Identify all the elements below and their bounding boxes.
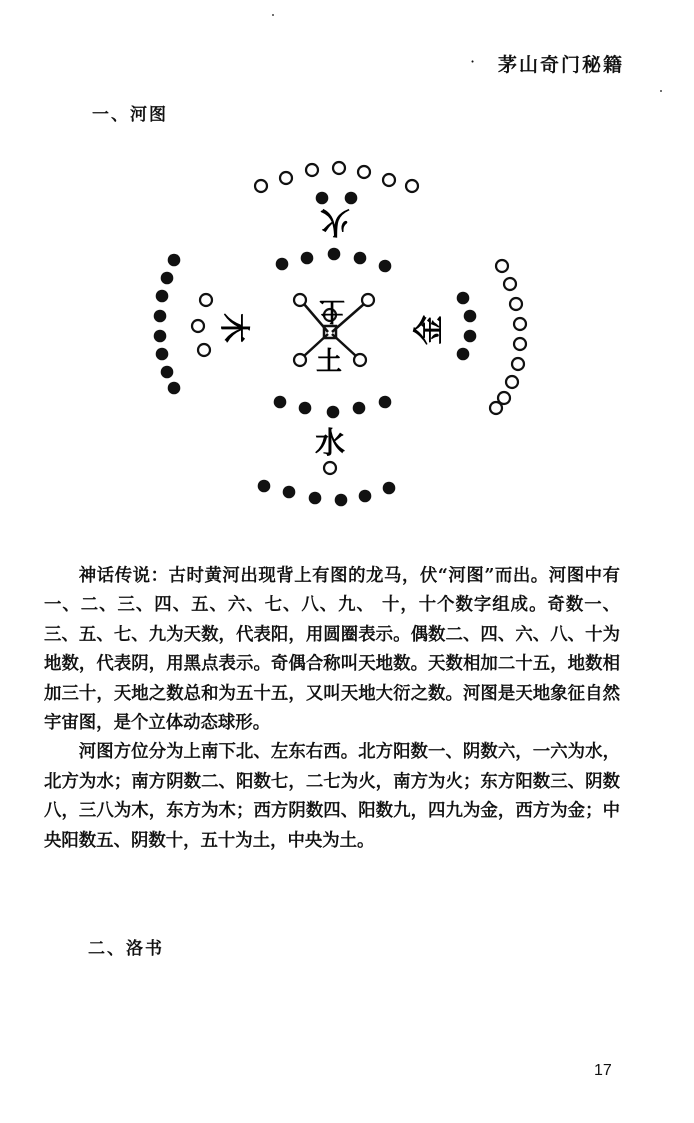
yang-circle xyxy=(506,376,518,388)
scan-speck xyxy=(660,90,662,92)
yin-dot xyxy=(168,254,181,267)
yin-dot xyxy=(156,348,169,361)
yin-dot xyxy=(316,192,329,205)
yang-circle xyxy=(496,260,508,272)
yang-circle xyxy=(512,358,524,370)
earth-label-bottom: 土 xyxy=(315,347,343,377)
yang-circle xyxy=(324,462,336,474)
yin-dot xyxy=(309,492,322,505)
yin-dot xyxy=(379,260,392,273)
yin-dot xyxy=(156,290,169,303)
yin-dot xyxy=(353,402,366,415)
yin-dot xyxy=(335,494,348,507)
water-label: 水 xyxy=(315,426,345,461)
yang-circle xyxy=(306,164,318,176)
yin-dot xyxy=(301,252,314,265)
body-text xyxy=(44,562,620,856)
yang-circle xyxy=(510,298,522,310)
yin-dot xyxy=(457,292,470,305)
yin-dot xyxy=(283,486,296,499)
yin-dot xyxy=(161,272,174,285)
earth-label-top: 土 xyxy=(318,295,346,325)
yang-circle xyxy=(406,180,418,192)
yin-dot xyxy=(464,310,477,323)
paragraph-legend: 神话传说：古时黄河出现背上有图的龙马，伏“河图”而出。河图中有一、二、三、四、五、六、七、八、九、 十，十个数字组成。奇数一、三、五、七、九为天数，代表阳，用圆圈表示。偶数二、四、六、八、十为地数，代表阴，用黑点表示。奇偶合称叫天地数。天数相加二十五，地数相加三十，天地之数总和为五十五，又叫天地大衍之数。河图是天地象征自然宇宙图，是个立体动态球形。 xyxy=(44,566,620,734)
metal-label: 金 xyxy=(412,315,447,345)
section-title-hetu: 一、河图 xyxy=(92,105,168,125)
wood-label: 木 xyxy=(216,313,251,343)
yin-dot xyxy=(154,310,167,323)
yin-dot xyxy=(276,258,289,271)
yin-dot xyxy=(168,382,181,395)
yang-circle xyxy=(198,344,210,356)
yang-circle xyxy=(504,278,516,290)
yang-circle xyxy=(358,166,370,178)
yin-dot xyxy=(274,396,287,409)
yin-dot xyxy=(379,396,392,409)
yang-circle xyxy=(383,174,395,186)
fire-label: 火 xyxy=(320,204,350,239)
yin-dot xyxy=(345,192,358,205)
yin-dot xyxy=(383,482,396,495)
hetu-diagram xyxy=(140,150,560,520)
scan-speck xyxy=(272,14,274,16)
section-title-luoshu: 二、洛书 xyxy=(88,939,164,959)
yin-dot xyxy=(457,348,470,361)
yin-dot xyxy=(328,248,341,261)
yang-circle xyxy=(333,162,345,174)
yin-dot xyxy=(354,252,367,265)
yin-dot xyxy=(327,406,340,419)
yang-circle xyxy=(200,294,212,306)
yin-dot xyxy=(359,490,372,503)
yang-circle xyxy=(490,402,502,414)
yin-dot xyxy=(154,330,167,343)
paragraph-directions: 河图方位分为上南下北、左东右西。北方阳数一、阴数六，一六为水，北方为水；南方阴数二、阳数七，二七为火，南方为火；东方阳数三、阴数八，三八为木，东方为木；西方阴数四、阳数九，四九为金，西方为金；中央阳数五、阴数十，五十为土，中央为土。 xyxy=(44,742,620,851)
yin-dot xyxy=(464,330,477,343)
yang-circle xyxy=(514,338,526,350)
header-dot: · xyxy=(470,52,476,71)
yang-circle xyxy=(192,320,204,332)
running-header: 茅山奇门秘籍 xyxy=(498,54,625,76)
yang-circle xyxy=(255,180,267,192)
yang-circle xyxy=(280,172,292,184)
yang-circle xyxy=(514,318,526,330)
page-number: 17 xyxy=(594,1062,612,1079)
yin-dot xyxy=(299,402,312,415)
yin-dot xyxy=(161,366,174,379)
yin-dot xyxy=(258,480,271,493)
